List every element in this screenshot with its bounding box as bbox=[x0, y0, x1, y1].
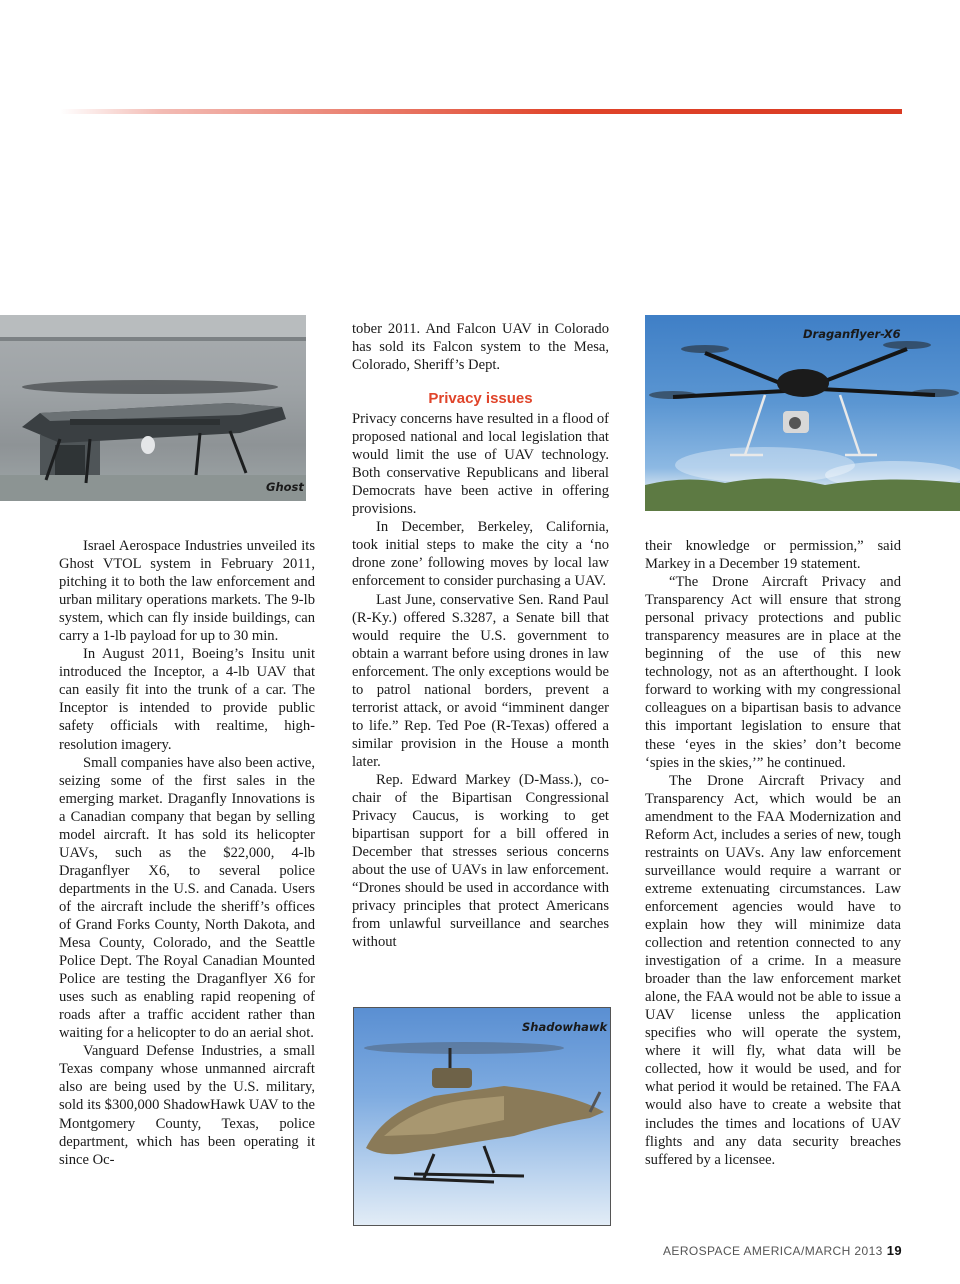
body-paragraph: “The Drone Aircraft Privacy and Transparency Act will ensure that strong personal privacy protections and public transparency measures are in place at the beginning of the use of this new technology, not as an afterthought. I look forward to working with my congressional colleagues on a bipartisan basis to advance this important legislation to ensure that these ‘eyes in the skies’ don’t become ‘spies in the skies,’” he continued. bbox=[645, 574, 901, 771]
body-paragraph: In December, Berkeley, California, took initial steps to make the city a ‘no drone zone’ following moves by local law enforcement to consider purchasing a UAV. bbox=[352, 519, 609, 590]
shadowhawk-uav-illustration bbox=[354, 1008, 610, 1225]
ghost-uav-photo bbox=[0, 315, 306, 501]
draganflyer-photo-caption: Draganflyer-X6 bbox=[803, 327, 901, 341]
body-paragraph: Israel Aerospace Industries unveiled its Ghost VTOL system in February 2011, pitching it to both the law enforcement and urban military operations markets. The 9-lb system, which can fly inside buildings, can carry a 1-lb payload for up to 30 min. bbox=[59, 538, 315, 645]
body-paragraph: Vanguard Defense Industries, a small Texas company whose unmanned aircraft also are being used by the U.S. military, sold its $300,000 ShadowHawk UAV to the Montgomery County, Texas, police department, which has been operating it since Oc- bbox=[59, 1043, 315, 1168]
article-column-2-top bbox=[352, 320, 609, 374]
ghost-photo-caption: Ghost bbox=[266, 480, 304, 494]
body-paragraph: Last June, conservative Sen. Rand Paul (R-Ky.) offered S.3287, a Senate bill that would require the U.S. government to obtain a warrant before using drones in law enforcement. The only exceptions would be to patrol national borders, prevent a terrorist attack, or avoid “imminent danger to life.” Rep. Ted Poe (R-Texas) offered a similar provision in the House a month later. bbox=[352, 591, 609, 770]
article-column-1 bbox=[59, 537, 315, 1169]
shadowhawk-uav-photo bbox=[353, 1007, 611, 1226]
draganflyer-x6-illustration bbox=[645, 315, 960, 511]
page-number: 19 bbox=[886, 1243, 902, 1258]
draganflyer-x6-photo bbox=[645, 315, 960, 511]
publication-name: AEROSPACE AMERICA/MARCH 2013 bbox=[663, 1244, 883, 1258]
body-paragraph: In August 2011, Boeing’s Insitu unit introduced the Inceptor, a 4-lb UAV that can easily fit into the trunk of a car. The Inceptor is intended to provide public safety officials with realtime, high-resolution imagery. bbox=[59, 646, 315, 753]
body-paragraph: Rep. Edward Markey (D-Mass.), co-chair of the Bipartisan Congressional Privacy Caucus, is working to get bipartisan support for a bill offered in December that stresses serious concerns about the use of UAVs in law enforcement. “Drones should be used in accordance with privacy principles that protect Americans from unlawful surveillance and searches without bbox=[352, 771, 609, 951]
ghost-uav-illustration bbox=[0, 315, 306, 501]
section-heading-privacy-issues: Privacy issues bbox=[428, 390, 533, 407]
body-paragraph: The Drone Aircraft Privacy and Transparency Act, which would be an amendment to the FAA Modernization and Reform Act, includes a series of new, tough restraints on UAVs. Any law enforcement surveillance would require a warrant or extreme extenuating circumstances. Law enforcement agencies would have to explain how they will minimize data collection and retention connected to any investigation of a crime. In a measure broader than the law enforcement market alone, the FAA would not be able to issue a UAV license unless the application specifies who will operate the system, where it will fly, what data will be collected, how it would be used, and for what period it would be retained. The FAA would also have to create a website that includes the times and locations of UAV flights and any data security breaches suffered by a licensee. bbox=[645, 772, 901, 1168]
header-accent-rule bbox=[60, 109, 902, 114]
page-footer bbox=[663, 1243, 902, 1258]
body-paragraph: Privacy concerns have resulted in a flood of proposed national and local legislation that would limit the use of UAV technology. Both conservative Republicans and liberal Democrats have been active in offering provisions. bbox=[352, 411, 609, 518]
article-column-2 bbox=[352, 390, 609, 951]
shadowhawk-photo-caption: Shadowhawk bbox=[522, 1020, 608, 1034]
continued-paragraph: tober 2011. And Falcon UAV in Colorado has sold its Falcon system to the Mesa, Colorado, Sheriff’s Dept. bbox=[352, 321, 609, 374]
article-column-3 bbox=[645, 537, 901, 1169]
body-paragraph: Small companies have also been active, seizing some of the first sales in the emerging market. Draganfly Innovations is a Canadian company that began by selling model aircraft. It has sold its helicopter UAVs, such as the $22,000, 4-lb Draganflyer X6, to several police departments in the U.S. and Canada. Users of the aircraft include the sheriff’s offices of Grand Forks County, North Dakota, and Mesa County, Colorado, and the Seattle Police Dept. The Royal Canadian Mounted Police are testing the Draganflyer X6 for uses such as enabling rapid reopening of roads after a traffic accident rather than waiting for a helicopter to do an aerial shot. bbox=[59, 754, 315, 1042]
continued-paragraph: their knowledge or permission,” said Markey in a December 19 statement. bbox=[645, 538, 901, 573]
